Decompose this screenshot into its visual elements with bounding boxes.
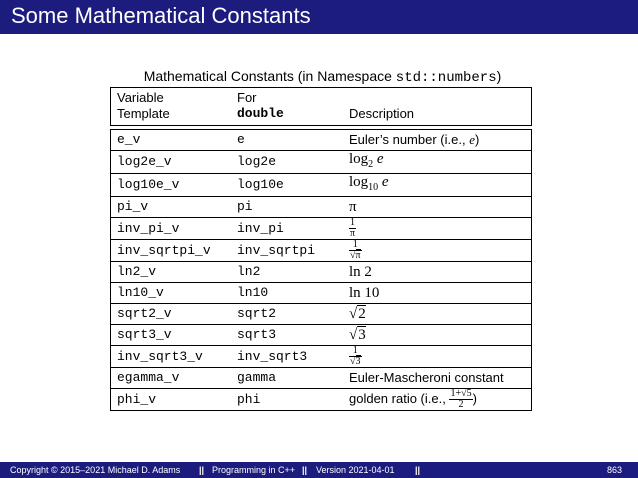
footer-version: Version 2021-04-01	[316, 465, 395, 475]
cell-variable: log2e_v	[117, 154, 172, 169]
table-row	[111, 197, 532, 218]
cell-for-double: ln10	[237, 285, 269, 300]
header-for-line1: For	[237, 90, 257, 105]
cell-variable: inv_sqrt3_v	[117, 348, 203, 364]
cell-for-double: sqrt3	[237, 327, 277, 342]
cell-variable: ln10_v	[117, 285, 164, 300]
footer-bar	[0, 462, 638, 478]
footer-separator: ||	[199, 465, 205, 475]
footer-course: Programming in C++	[212, 465, 296, 475]
header-for-line2: double	[237, 106, 284, 121]
caption-prefix: Mathematical Constants (in Namespace	[143, 68, 396, 84]
cell-for-double: e	[237, 132, 245, 147]
cell-description: $\log_{10} e$	[349, 174, 389, 193]
table-row	[111, 389, 532, 411]
footer-copyright: Copyright © 2015–2021 Michael D. Adams	[10, 465, 181, 475]
header-variable-line1: Variable	[117, 90, 164, 105]
footer-separator: ||	[415, 465, 421, 475]
header-description: Description	[349, 106, 415, 121]
table-row	[111, 368, 532, 389]
cell-for-double: inv_sqrtpi	[237, 242, 316, 258]
cell-description: $\frac{1}{√\pi}$	[350, 239, 361, 261]
cell-description: Euler’s number (i.e., e)	[349, 132, 480, 147]
table-row	[111, 325, 532, 346]
cell-description: √2	[349, 306, 366, 322]
cell-variable: inv_pi_v	[117, 220, 180, 236]
cell-description: $\frac{1}{\pi}$	[350, 217, 356, 239]
cell-variable: pi_v	[117, 199, 149, 214]
caption-suffix: )	[496, 68, 502, 84]
page-number: 863	[607, 465, 623, 475]
cell-description: golden ratio (i.e., $\frac{1+√5}{2}$ )	[349, 388, 477, 410]
cell-for-double: inv_pi	[237, 220, 284, 236]
slide-title-bar	[0, 0, 638, 34]
table-row	[111, 346, 532, 368]
table-row	[111, 130, 532, 151]
cell-description: Euler-Mascheroni constant	[349, 370, 504, 385]
cell-variable: sqrt3_v	[117, 327, 172, 342]
table-row	[111, 218, 532, 240]
table-row	[111, 151, 532, 174]
header-variable-line2: Template	[117, 106, 170, 121]
cell-for-double: log10e	[237, 177, 284, 192]
cell-variable: inv_sqrtpi_v	[117, 242, 211, 258]
cell-for-double: gamma	[237, 370, 277, 385]
cell-for-double: phi	[237, 391, 261, 407]
cell-for-double: inv_sqrt3	[237, 348, 308, 364]
cell-description: $\frac{1}{√3}$	[350, 345, 361, 367]
cell-for-double: pi	[237, 199, 253, 214]
table-header	[110, 87, 532, 126]
table-body	[110, 129, 532, 411]
cell-variable: sqrt2_v	[117, 306, 172, 321]
cell-description: ln 10	[349, 285, 380, 301]
header-for-double	[231, 88, 343, 126]
slide-title: Some Mathematical Constants	[11, 3, 311, 28]
cell-description: $\log_2 e$	[349, 151, 384, 170]
cell-description: ln 2	[349, 264, 372, 280]
table-row	[111, 174, 532, 197]
header-variable-template	[111, 88, 232, 126]
cell-variable: egamma_v	[117, 370, 180, 385]
cell-for-double: log2e	[237, 154, 277, 169]
table-row	[111, 304, 532, 325]
cell-for-double: sqrt2	[237, 306, 277, 321]
cell-for-double: ln2	[237, 264, 261, 279]
footer-separator: ||	[302, 465, 308, 475]
table-caption	[110, 68, 535, 86]
caption-namespace: std::numbers	[395, 70, 497, 86]
table-row	[111, 262, 532, 283]
table-row	[111, 283, 532, 304]
cell-variable: log10e_v	[117, 177, 180, 192]
cell-description: π	[349, 199, 357, 215]
cell-description: √3	[349, 327, 366, 343]
cell-variable: ln2_v	[117, 264, 157, 279]
cell-variable: e_v	[117, 132, 141, 147]
table-row	[111, 240, 532, 262]
constants-table	[110, 87, 532, 411]
cell-variable: phi_v	[117, 391, 157, 407]
